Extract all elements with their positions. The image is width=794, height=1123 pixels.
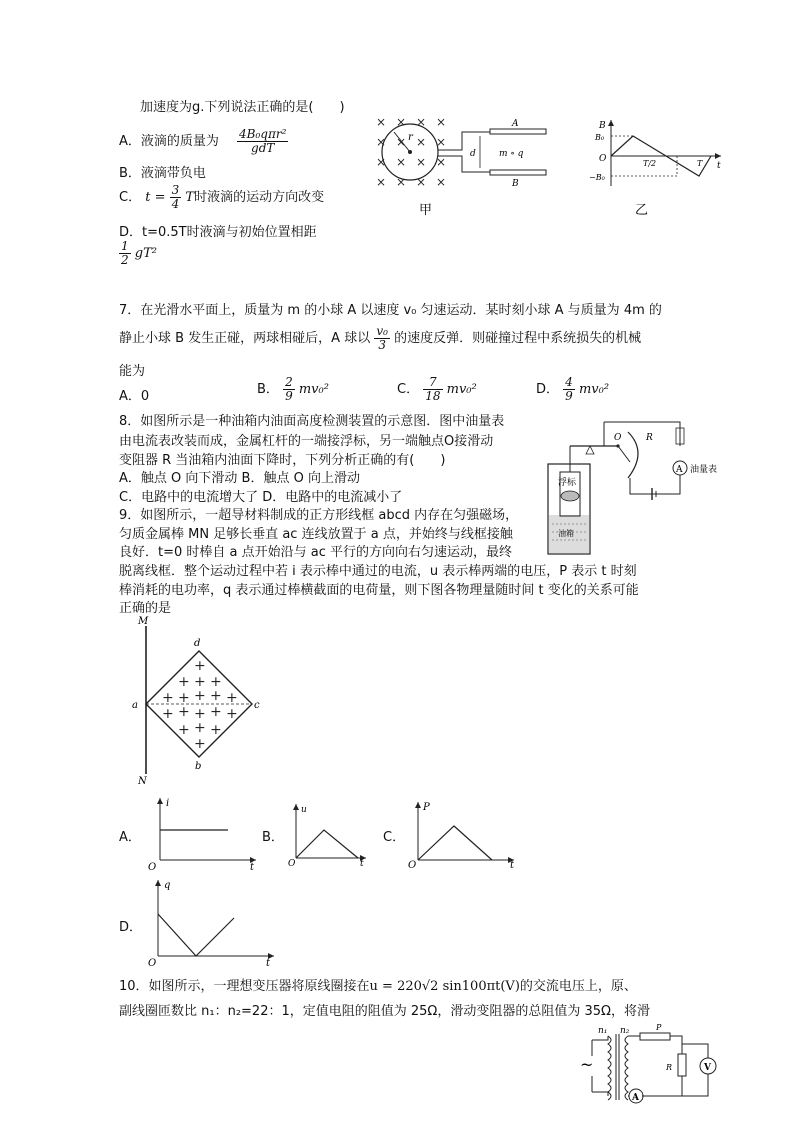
q8-line2: 由电流表改装而成，金属杠杆的一端接浮标，另一端触点O接滑动: [119, 434, 494, 449]
label-t-axis: t: [717, 161, 721, 171]
svg-text:+: +: [210, 688, 222, 704]
svg-text:×: ×: [416, 155, 427, 169]
svg-text:×: ×: [396, 155, 407, 169]
rheostat: [640, 1033, 670, 1040]
svg-text:×: ×: [416, 135, 427, 149]
origin-label: O: [408, 860, 417, 871]
plate-a: [490, 129, 546, 134]
p-curve: [418, 826, 492, 860]
svg-text:×: ×: [396, 135, 407, 149]
svg-text:×: ×: [416, 175, 427, 189]
q6-option-d: D．t=0.5T时液滴与初始位置相距: [119, 225, 317, 240]
svg-text:×: ×: [436, 175, 447, 189]
q7-line1: 7．在光滑水平面上，质量为 m 的小球 A 以速度 v₀ 匀速运动．某时刻小球 A 与质量为 4m 的: [119, 303, 662, 318]
q7-option-b-expr: mv₀²: [298, 382, 329, 397]
svg-text:+: +: [210, 722, 222, 738]
label-b-axis: B: [599, 121, 606, 131]
q9-line5: 棒消耗的电功率，q 表示通过棒横截面的电荷量，则下图各物理量随时间 t 变化的关系可能: [119, 583, 639, 598]
graph-option-c-label: C．: [383, 830, 406, 845]
svg-text:×: ×: [396, 115, 407, 129]
q7-option-a: A．0: [119, 389, 150, 404]
label-b: b: [195, 761, 202, 772]
label-n2: n₂: [620, 1026, 630, 1036]
fraction-numerator: v₀: [376, 324, 388, 338]
label-a: A: [512, 119, 519, 129]
label-r: R: [646, 433, 653, 443]
q9-line3: 良好．t=0 时棒自 a 点开始沿与 ac 平行的方向向右匀速运动，最终: [119, 545, 513, 560]
label-d: d: [194, 638, 201, 649]
secondary-coil: [625, 1036, 628, 1100]
label-a: A: [632, 1093, 639, 1103]
float-body: [561, 491, 579, 501]
svg-text:+: +: [194, 736, 206, 752]
q9-line4: 脱离线框．整个运动过程中若 i 表示棒中通过的电流，u 表示棒两端的电压，P 表示 t 时刻: [119, 564, 637, 579]
q7-option-d-expr: mv₀²: [578, 382, 610, 397]
axis-x-label: t: [250, 862, 255, 873]
svg-text:×: ×: [436, 135, 447, 149]
q6-option-c-fraction: [170, 184, 182, 211]
label-r: R: [666, 1063, 673, 1072]
resistor-r: [678, 1054, 686, 1076]
svg-text:+: +: [178, 722, 190, 738]
origin-label: O: [148, 958, 157, 969]
q7-option-c-fraction: [423, 376, 442, 403]
u-curve: [296, 830, 358, 858]
rheostat-r: [628, 432, 638, 478]
label-origin: O: [599, 154, 607, 164]
fraction-numerator: 3: [171, 183, 180, 197]
svg-text:+: +: [194, 674, 206, 690]
q6-option-c-text: 时液滴的运动方向改变: [194, 190, 325, 205]
fraction-denominator: 9: [565, 389, 573, 403]
label-oil: 油箱: [558, 529, 574, 538]
label-ammeter-a: A: [676, 465, 683, 475]
svg-text:+: +: [178, 704, 190, 720]
svg-text:+: +: [210, 674, 222, 690]
svg-text:+: +: [162, 690, 174, 706]
label-float: 浮标: [558, 478, 577, 488]
label-neg-b0: −B₀: [589, 173, 605, 182]
axis-y-label: P: [423, 802, 430, 813]
origin-label: O: [148, 862, 157, 873]
svg-text:+: +: [178, 674, 190, 690]
graph-option-d-label: D．: [119, 920, 143, 935]
svg-text:×: ×: [396, 175, 407, 189]
label-c: c: [254, 700, 260, 711]
figure-jia: [372, 112, 562, 222]
q10-line1: [119, 975, 637, 994]
q6-option-d-expr: [119, 240, 157, 267]
q6-stem: 加速度为g.下列说法正确的是( ): [140, 100, 345, 115]
caption-yi: 乙: [635, 203, 649, 218]
origin-label: O: [288, 859, 296, 869]
fraction-denominator: 2: [121, 253, 129, 267]
axis-x-label: t: [510, 860, 515, 871]
graph-option-a: [148, 794, 258, 873]
q7-line2-pre: 静止小球 B 发生正碰，两球相碰后，A 球以: [119, 331, 371, 346]
fraction-numerator: 1: [121, 239, 129, 253]
graph-option-b: [288, 800, 368, 869]
q7-option-d-label: D．: [536, 382, 560, 397]
svg-text:+: +: [226, 690, 238, 706]
label-mq: m ∘ q: [499, 149, 524, 159]
fraction-denominator: 18: [425, 389, 441, 403]
caption-jia: 甲: [419, 203, 433, 218]
q6-option-d-expr-value: gT²: [134, 246, 157, 261]
label-meter: 油量表: [690, 465, 718, 475]
fraction-denominator: 4: [171, 197, 180, 211]
label-b: B: [512, 179, 519, 189]
label-a: a: [132, 700, 138, 711]
axis-y-label: i: [166, 798, 170, 809]
q7-option-d-fraction: [563, 376, 575, 403]
q8-options-ab: A．触点 O 向下滑动 B．触点 O 向上滑动: [119, 471, 360, 486]
q10-line2: 副线圈匝数比 n₁：n₂=22：1，定值电阻的阻值为 25Ω，滑动变阻器的总阻值为 35Ω，将滑: [119, 1004, 650, 1019]
q9-line6: 正确的是: [119, 601, 172, 616]
q7-option-b-fraction: [283, 376, 295, 403]
figure-yi: [589, 114, 733, 224]
q7-line2: [119, 325, 641, 352]
q-curve: [158, 914, 234, 956]
fraction-numerator: 4B₀qπr²: [239, 127, 287, 141]
q7-option-c-expr: mv₀²: [446, 382, 477, 397]
fraction-numerator: 2: [285, 375, 293, 389]
q9-line2: 匀质金属棒 MN 足够长垂直 ac 连线放置于 a 点，并始终与线框接触: [119, 527, 513, 542]
q10-line1-pre: 10．如图所示，一理想变压器将原线圈接在: [119, 979, 370, 994]
graph-option-d: [148, 876, 278, 969]
svg-text:+: +: [226, 706, 238, 722]
svg-text:×: ×: [436, 155, 447, 169]
magnetic-field-pluses: [162, 658, 238, 752]
figure-oil-tank: [544, 420, 718, 565]
svg-text:+: +: [178, 690, 190, 706]
q7-option-b: [257, 376, 329, 403]
q6-option-c: [119, 184, 324, 211]
graph-option-c: [408, 798, 518, 871]
svg-text:+: +: [210, 704, 222, 720]
axis-y-label: q: [164, 880, 171, 891]
svg-text:×: ×: [376, 155, 387, 169]
fraction-denominator: gdT: [251, 141, 275, 155]
fraction-numerator: 4: [565, 375, 573, 389]
q8-line1: 8．如图所示是一种油箱内油面高度检测装置的示意图．图中油量表: [119, 414, 505, 429]
q8-line3: 变阻器 R 当油箱内油面下降时，下列分析正确的有( ): [119, 453, 446, 468]
axis-x-label: t: [360, 859, 364, 869]
label-n1: n₁: [598, 1026, 608, 1036]
q10-voltage-expr: u = 220√2 sin100πt(V): [369, 979, 520, 994]
fraction-denominator: 9: [285, 389, 293, 403]
q7-velocity-fraction: [374, 325, 390, 352]
label-o: O: [614, 433, 622, 443]
svg-text:+: +: [194, 658, 206, 674]
q7-option-b-label: B．: [257, 382, 279, 397]
label-v: V: [704, 1063, 711, 1073]
q10-line1-post: 的交流电压上，原、: [519, 979, 637, 994]
q6-option-d-fraction: [119, 240, 131, 267]
label-m: M: [138, 616, 149, 627]
svg-text:+: +: [194, 688, 206, 704]
label-t-half: T/2: [643, 159, 657, 168]
q9-line1: 9．如图所示，一超导材料制成的正方形线框 abcd 内存在匀强磁场，: [119, 508, 519, 523]
figure-transformer: [578, 1024, 724, 1106]
plate-b: [490, 170, 546, 175]
q6-option-a: [119, 128, 288, 155]
label-n: N: [138, 776, 147, 787]
fraction-denominator: 3: [378, 338, 386, 352]
graph-option-b-label: B．: [262, 830, 284, 845]
svg-text:×: ×: [436, 115, 447, 129]
primary-coil: [608, 1036, 611, 1100]
q6-option-b: B．液滴带负电: [119, 166, 206, 181]
svg-text:×: ×: [376, 175, 387, 189]
q6-option-c-expr-pre: t =: [145, 190, 166, 205]
label-d: d: [470, 149, 476, 159]
q6-option-a-label: A．液滴的质量为: [119, 134, 219, 149]
q6-option-c-expr-post: T: [185, 190, 195, 205]
label-t-period: T: [697, 159, 703, 168]
q7-line3: 能为: [119, 364, 146, 379]
q6-option-a-fraction: [237, 128, 288, 155]
q8-options-cd: C．电路中的电流增大了 D．电路中的电流减小了: [119, 490, 403, 505]
q6-option-c-label: C．: [119, 190, 142, 205]
label-r: r: [408, 132, 413, 143]
axis-x-label: t: [266, 958, 271, 969]
axis-y-label: u: [301, 805, 307, 815]
q7-option-c-label: C．: [397, 382, 420, 397]
fraction-numerator: 7: [423, 376, 442, 390]
svg-text:×: ×: [376, 115, 387, 129]
svg-text:+: +: [162, 706, 174, 722]
q7-option-c: [397, 376, 477, 403]
label-b0: B₀: [595, 133, 605, 142]
q7-option-d: [536, 376, 609, 403]
label-ac-source: ~: [580, 1055, 594, 1074]
q7-line2-post: 的速度反弹．则碰撞过程中系统损失的机械: [394, 331, 642, 346]
label-p: P: [656, 1023, 662, 1032]
svg-text:×: ×: [416, 115, 427, 129]
svg-text:×: ×: [376, 135, 387, 149]
svg-text:+: +: [194, 706, 206, 722]
figure-square-frame: [128, 616, 268, 786]
graph-option-a-label: A．: [119, 830, 141, 845]
svg-text:+: +: [194, 720, 206, 736]
